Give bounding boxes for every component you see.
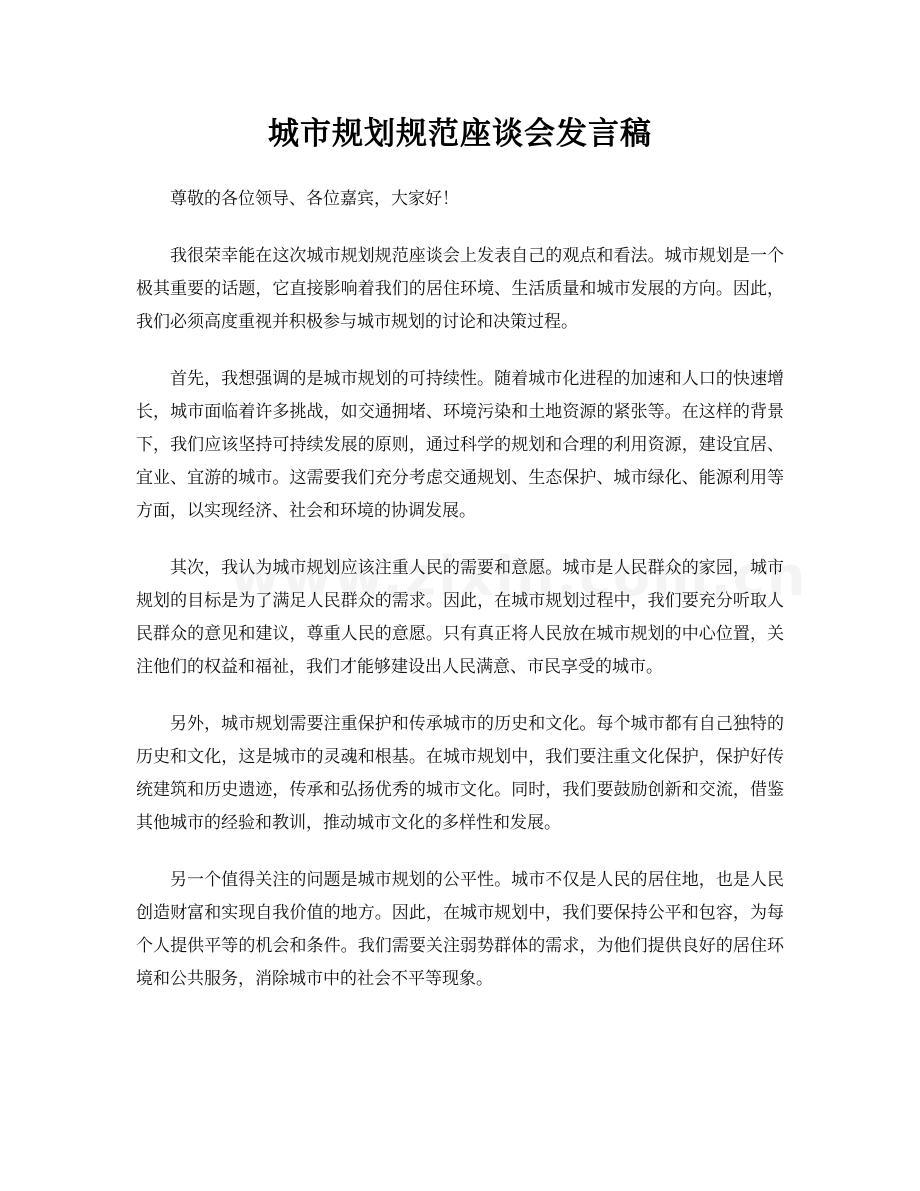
body-paragraph: 另一个值得关注的问题是城市规划的公平性。城市不仅是人民的居住地，也是人民创造财富和实现自我价值的地方。因此，在城市规划中，我们要保持公平和包容，为每个人提供平等的机会和条件。我们需要关注弱势群体的需求，为他们提供良好的居住环境和公共服务，消除城市中的社会不平等现象。 [136, 870, 784, 989]
body-paragraph: 我很荣幸能在这次城市规划规范座谈会上发表自己的观点和看法。城市规划是一个极其重要的话题，它直接影响着我们的居住环境、生活质量和城市发展的方向。因此，我们必须高度重视并积极参与城市规划的讨论和决策过程。 [136, 246, 784, 332]
document-title: 城市规划规范座谈会发言稿 [268, 116, 652, 152]
body-paragraph: 其次，我认为城市规划应该注重人民的需要和意愿。城市是人民群众的家园，城市规划的目标是为了满足人民群众的需求。因此，在城市规划过程中，我们要充分听取人民群众的意见和建议，尊重人民的意愿。只有真正将人民放在城市规划的中心位置，关注他们的权益和福祉，我们才能够建设出人民满意、市民享受的城市。 [136, 558, 784, 677]
body-paragraph: 首先，我想强调的是城市规划的可持续性。随着城市化进程的加速和人口的快速增长，城市面临着许多挑战，如交通拥堵、环境污染和土地资源的紧张等。在这样的背景下，我们应该坚持可持续发展的原则，通过科学的规划和合理的利用资源，建设宜居、宜业、宜游的城市。这需要我们充分考虑交通规划、生态保护、城市绿化、能源利用等方面，以实现经济、社会和环境的协调发展。 [136, 369, 784, 521]
greeting-paragraph: 尊敬的各位领导、各位嘉宾，大家好！ [170, 189, 459, 209]
document-body [136, 183, 784, 1020]
body-paragraph: 另外，城市规划需要注重保护和传承城市的历史和文化。每个城市都有自己独特的历史和文化，这是城市的灵魂和根基。在城市规划中，我们要注重文化保护，保护好传统建筑和历史遗迹，传承和弘扬优秀的城市文化。同时，我们要鼓励创新和交流，借鉴其他城市的经验和教训，推动城市文化的多样性和发展。 [136, 714, 784, 833]
